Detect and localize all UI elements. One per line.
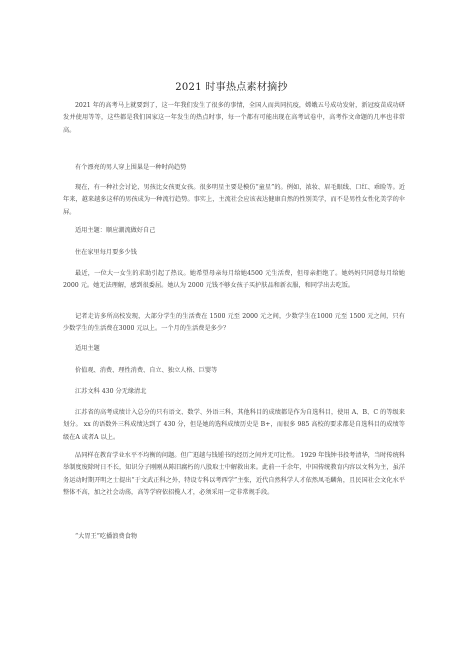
applicable-theme-fashion: 适用主题：顺应潮流做好自己 [75,227,156,234]
paragraph-qian-zhongshu: 品同样在教育学业水平不均衡的问题。但广逛越与钱锺书的经历之间并无可比性。 1929 年钱钟书投考清华，当时传统科举制度废除时日不长，知识分子刚刚从陈旧腐朽的八股取士中解救出来。此前一千余年，中国传统教育内容以文科为主，虽洋务运动时期开明之士提出“于文武正科之外，特设专科以考西学”主张，近代自然科学人才依然凤毛麟角，且民国社会文化水平整体不高，加之社会动荡，高等学府依招揽人才，必须采用一定非常规手段。 [63,452,405,497]
intro-paragraph: 2021 年的高考马上就要到了，这一年我们发生了很多的事情，全国人而共同抗疫，嫦娥五号成功发射，新冠疫苗成功研发并使用等等，这些都是我们国家这一年发生的热点时事，每一个都有可能出现在高考试卷中，高考作文命题的几率也非常高。 [63,102,405,134]
paragraph-jiangsu: 江苏省的高考成绩计入总分的只有语文、数学、外语三科，其他科目的成绩都是作为自选科目，使用 A、B、C 的等级来划分。 xx 的语数外三科成绩达到了 430 分，但是她的选科成绩历史是 B+，而很多 985 高校的要求都是自选科目的成绩等级在A 或者A 以上。 [63,409,405,441]
section-heading-living-cost: 住在家里每月要多少钱 [75,249,137,256]
section-heading-jiangsu: 江苏文科 430 分无缘清北 [75,388,147,395]
document-title: 2021 时事热点素材摘抄 [175,82,288,93]
paragraph-living-cost-1: 最近，一位大一女生的求助引起了热议。她希望母亲每月给她4500 元生活费，但母亲拒绝了。她妈妈只同意每月给她 2000 元。她无法理解，感到很委屈。她认为 2000 元钱不够女孩子买护肤品和新衣服，和同学出去吃饭。 [63,270,405,290]
paragraph-fashion: 现在，有一种社会讨论，男孩比女孩更女孩。很多明星主要是模仿“童星”的。例如，浓妆、眉毛眼线、口红、乖睑等。近年来，越来越多这样的男孩成为一种流行趋势。事实上，主流社会应该表达健康自然的性别美学，而不是男性女性化美学的伞屏。 [63,184,405,216]
paragraph-living-cost-2: 记者走访多所高校发现，大部分学生的生活费在 1500 元至 2000 元之间，少数学生在1000 元至 1500 元之间，只有少数学生的生活费在3000 元以上。一个月的生活费是多少？ [63,313,405,333]
applicable-theme-values: 价值观、消费、理性消费、自立、独立人格、巨婴等 [75,367,218,374]
applicable-theme-label: 适用主题 [75,345,100,352]
section-heading-mukbang: “大胃王”吃播浪费食物 [75,533,138,540]
section-heading-fashion: 有个漂亮的男人穿上围巢是一种时尚趋势 [75,164,187,171]
